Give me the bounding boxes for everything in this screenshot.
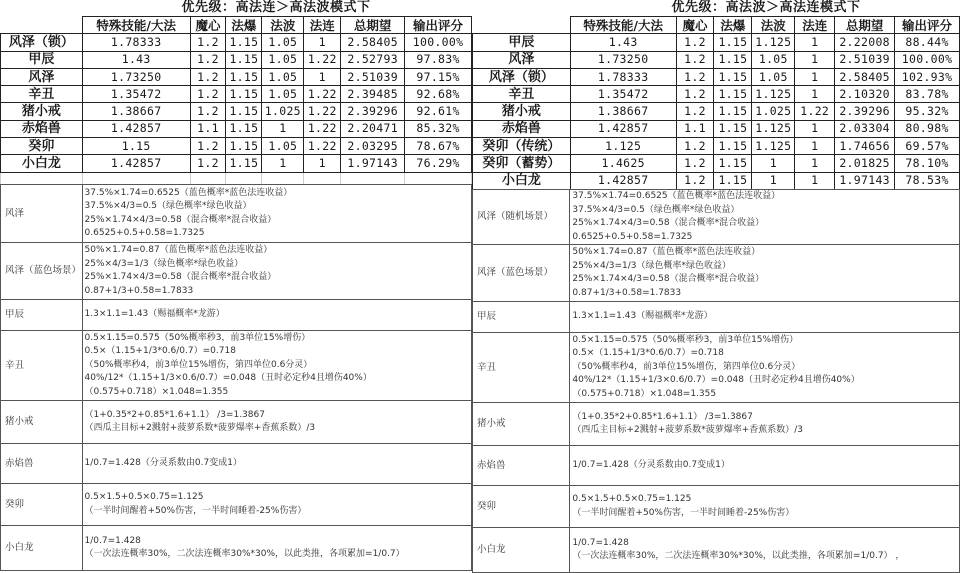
note-label: 风泽: [1, 185, 83, 243]
table-row: [473, 172, 960, 189]
column-header-output-score: 输出评分: [405, 17, 472, 34]
total-expectation-cell: 2.58405: [835, 68, 895, 85]
character-name-cell: 风泽: [1, 68, 83, 85]
special-skill-cell: 1.125: [570, 138, 676, 155]
fa-bao-cell: 1.15: [714, 68, 752, 85]
note-row: [473, 486, 960, 528]
special-skill-cell: 1.42857: [82, 155, 190, 172]
note-formula: [570, 190, 960, 245]
mo-xin-cell: 1.2: [190, 51, 226, 68]
right-notes-table: [472, 189, 960, 573]
note-formula: [82, 401, 471, 444]
total-expectation-cell: 1.97143: [341, 155, 405, 172]
note-row: [473, 302, 960, 333]
total-expectation-cell: 2.01825: [835, 155, 895, 172]
character-name-cell: 猪小戒: [1, 103, 83, 120]
formula-line: （0.575+0.718）×1.048=1.355: [84, 386, 229, 397]
total-expectation-cell: 2.52793: [341, 51, 405, 68]
fa-lian-cell: 1: [795, 68, 835, 85]
mo-xin-cell: 1.2: [190, 103, 226, 120]
formula-line: 37.5%×1.74=0.6525（蓝色概率*蓝色法连收益）: [572, 191, 781, 201]
formula-line: 0.87+1/3+0.58=1.7833: [84, 285, 194, 296]
character-name-cell: 小白龙: [473, 172, 571, 189]
fa-bao-cell: 1.15: [226, 155, 262, 172]
fa-bo-cell: 1: [752, 172, 795, 189]
formula-line: 40%/12*（1.15+1/3×0.6/0.7）=0.048（丑时必定秒4且增伤40%）: [84, 373, 372, 384]
fa-lian-cell: 1.22: [304, 51, 341, 68]
formula-line: （西瓜主目标+2溅射+菠萝系数*菠萝爆率+香蕉系数）/3: [572, 425, 804, 435]
note-label: 赤焰兽: [1, 444, 83, 484]
special-skill-cell: 1.35472: [82, 86, 190, 103]
total-expectation-cell: 1.97143: [835, 172, 895, 189]
note-formula: [82, 526, 471, 571]
left-score-table: [0, 16, 472, 185]
note-formula: [570, 403, 960, 446]
note-formula: [570, 486, 960, 528]
note-row: [473, 403, 960, 446]
formula-line: 25%×4/3=1/3（绿色概率*绿色收益）: [572, 260, 731, 271]
formula-line: 25%×1.74×4/3=0.58（混合概率*混合收益）: [572, 218, 765, 228]
column-header-fa-lian: 法连: [304, 17, 341, 34]
empty-cell: [1, 172, 83, 184]
formula-line: （一半时间醒着+50%伤害，一半时间睡着-25%伤害）: [572, 507, 795, 518]
formula-line: 0.6525+0.5+0.58=1.7325: [84, 228, 205, 238]
fa-lian-cell: 1: [304, 155, 341, 172]
note-formula: [570, 333, 960, 403]
special-skill-cell: 1.4625: [570, 155, 676, 172]
fa-bo-cell: 1.125: [752, 120, 795, 137]
mo-xin-cell: 1.2: [676, 86, 714, 103]
output-score-cell: 83.78%: [895, 86, 960, 103]
fa-lian-cell: 1.22: [304, 103, 341, 120]
fa-lian-cell: 1: [795, 120, 835, 137]
fa-bo-cell: 1.025: [262, 103, 304, 120]
note-label: 猪小戒: [473, 403, 570, 446]
table-row: [1, 34, 472, 51]
fa-bo-cell: 1.05: [262, 51, 304, 68]
special-skill-cell: 1.15: [82, 138, 190, 155]
mo-xin-cell: 1.2: [190, 68, 226, 85]
formula-line: 25%×1.74×4/3=0.58（混合概率*混合收益）: [572, 274, 765, 284]
output-score-cell: 78.10%: [895, 155, 960, 172]
table-row: [473, 120, 960, 137]
formula-line: （西瓜主目标+2溅射+菠萝系数*菠萝爆率+香蕉系数）/3: [84, 423, 316, 433]
special-skill-cell: 1.43: [570, 34, 676, 51]
mo-xin-cell: 1.2: [676, 103, 714, 120]
fa-bao-cell: 1.15: [714, 172, 752, 189]
note-row: [473, 333, 960, 403]
character-name-cell: 癸卯（蓄势）: [473, 155, 571, 172]
left-panel-high-chain-mode: [0, 0, 472, 570]
blank-row: [1, 172, 472, 184]
formula-line: 0.5×（1.15+1/3*0.6/0.7）=0.718: [572, 348, 724, 359]
total-expectation-cell: 2.39296: [835, 103, 895, 120]
note-label: 小白龙: [1, 526, 83, 571]
fa-bo-cell: 1.05: [262, 68, 304, 85]
character-name-cell: 赤焰兽: [473, 120, 571, 137]
table-row: [1, 68, 472, 85]
fa-bao-cell: 1.15: [226, 51, 262, 68]
fa-bo-cell: 1.05: [752, 51, 795, 68]
formula-line: 0.5×1.5+0.5×0.75=1.125: [84, 492, 204, 502]
note-label: 辛丑: [1, 331, 83, 401]
output-score-cell: 97.15%: [405, 68, 472, 85]
note-row: [1, 484, 472, 526]
table-row: [473, 51, 960, 68]
note-label: 风泽（随机场景）: [473, 190, 570, 245]
formula-line: （50%概率秒4，前3单位15%增伤，第四单位0.6分灵）: [84, 359, 313, 370]
total-expectation-cell: 2.39485: [341, 86, 405, 103]
note-row: [1, 300, 472, 331]
formula-line: 37.5%×4/3=0.5（绿色概率*绿色收益）: [572, 204, 740, 215]
mo-xin-cell: 1.2: [676, 172, 714, 189]
total-expectation-cell: 1.74656: [835, 138, 895, 155]
fa-bao-cell: 1.15: [714, 138, 752, 155]
fa-lian-cell: 1: [795, 155, 835, 172]
table-row: [1, 155, 472, 172]
empty-cell: [405, 172, 472, 184]
note-row: [1, 401, 472, 444]
formula-line: 37.5%×1.74=0.6525（蓝色概率*蓝色法连收益）: [84, 187, 293, 198]
note-label: 猪小戒: [1, 401, 83, 444]
table-row: [473, 103, 960, 120]
formula-line: （一半时间醒着+50%伤害，一半时间睡着-25%伤害）: [84, 505, 307, 516]
header-row: [1, 17, 472, 34]
note-row: [473, 190, 960, 245]
formula-line: （1+0.35*2+0.85*1.6+1.1） /3=1.3867: [572, 411, 753, 422]
right-score-table: [472, 16, 960, 190]
mo-xin-cell: 1.2: [190, 138, 226, 155]
output-score-cell: 95.32%: [895, 103, 960, 120]
character-name-cell: 癸卯（传统）: [473, 138, 571, 155]
fa-bo-cell: 1.05: [262, 86, 304, 103]
right-panel-high-wave-mode: [472, 0, 960, 570]
character-name-cell: 风泽: [473, 51, 571, 68]
formula-line: （1+0.35*2+0.85*1.6+1.1） /3=1.3867: [84, 409, 265, 420]
formula-line: 0.6525+0.5+0.58=1.7325: [572, 231, 693, 242]
note-formula: [82, 484, 471, 526]
formula-line: 0.87+1/3+0.58=1.7833: [572, 287, 682, 298]
mo-xin-cell: 1.2: [190, 34, 226, 51]
mo-xin-cell: 1.2: [676, 51, 714, 68]
formula-line: 0.5×1.15=0.575（50%概率秒3，前3单位15%增伤）: [572, 334, 799, 345]
note-label: 甲辰: [473, 302, 570, 333]
note-formula: [82, 444, 471, 484]
table-row: [1, 51, 472, 68]
fa-lian-cell: 1: [304, 34, 341, 51]
note-formula: [82, 185, 471, 243]
total-expectation-cell: 2.03304: [835, 120, 895, 137]
note-label: 癸卯: [473, 486, 570, 528]
mo-xin-cell: 1.2: [676, 34, 714, 51]
empty-cell: [226, 172, 262, 184]
character-name-cell: 癸卯: [1, 138, 83, 155]
column-header-fa-bao: 法爆: [226, 17, 262, 34]
total-expectation-cell: 2.03295: [341, 138, 405, 155]
fa-bo-cell: 1.05: [262, 34, 304, 51]
output-score-cell: 69.57%: [895, 138, 960, 155]
fa-bao-cell: 1.15: [714, 34, 752, 51]
fa-bao-cell: 1.15: [714, 86, 752, 103]
note-formula: [570, 528, 960, 573]
table-row: [473, 86, 960, 103]
fa-lian-cell: 1: [795, 138, 835, 155]
formula-line: （0.575+0.718）×1.048=1.355: [572, 388, 717, 399]
note-row: [473, 446, 960, 486]
fa-bao-cell: 1.15: [714, 120, 752, 137]
left-notes-table: [0, 184, 472, 571]
character-name-cell: 赤焰兽: [1, 120, 83, 137]
note-row: [473, 245, 960, 302]
fa-bao-cell: 1.15: [226, 68, 262, 85]
formula-line: 37.5%×4/3=0.5（绿色概率*绿色收益）: [84, 201, 252, 211]
fa-bao-cell: 1.15: [714, 103, 752, 120]
fa-lian-cell: 1: [795, 172, 835, 189]
formula-line: 1/0.7=1.428: [572, 537, 629, 548]
character-name-cell: 辛丑: [473, 86, 571, 103]
formula-line: （一次法连概率30%，二次法连概率30%*30%，以此类推，各项累加=1/0.7） ，: [572, 551, 905, 561]
special-skill-cell: 1.73250: [570, 51, 676, 68]
note-formula: [82, 243, 471, 300]
character-name-cell: 小白龙: [1, 155, 83, 172]
right-panel-title: 优先级：高法波＞高法连模式下: [671, 0, 861, 15]
fa-bao-cell: 1.15: [714, 51, 752, 68]
formula-line: 25%×1.74×4/3=0.58（混合概率*混合收益）: [84, 272, 277, 282]
fa-lian-cell: 1.22: [795, 103, 835, 120]
formula-line: 25%×4/3=1/3（绿色概率*绿色收益）: [84, 258, 244, 269]
special-skill-cell: 1.42857: [82, 120, 190, 137]
column-header-character-name: [1, 17, 83, 34]
column-header-total-expectation: 总期望: [341, 17, 405, 34]
output-score-cell: 78.53%: [895, 172, 960, 189]
note-row: [473, 528, 960, 573]
formula-line: 1/0.7=1.428（分灵系数由0.7变成1）: [84, 457, 242, 468]
fa-lian-cell: 1: [795, 51, 835, 68]
output-score-cell: 80.98%: [895, 120, 960, 137]
column-header-special-skill: 特殊技能/大法: [570, 17, 676, 34]
note-label: 癸卯: [1, 484, 83, 526]
fa-bao-cell: 1.15: [226, 86, 262, 103]
formula-line: （一次法连概率30%，二次法连概率30%*30%，以此类推，各项累加=1/0.7）: [84, 549, 405, 559]
fa-lian-cell: 1: [795, 34, 835, 51]
output-score-cell: 76.29%: [405, 155, 472, 172]
note-label: 甲辰: [1, 300, 83, 331]
output-score-cell: 92.68%: [405, 86, 472, 103]
total-expectation-cell: 2.51039: [835, 51, 895, 68]
mo-xin-cell: 1.1: [676, 120, 714, 137]
output-score-cell: 100.00%: [405, 34, 472, 51]
fa-bao-cell: 1.15: [226, 120, 262, 137]
character-name-cell: 甲辰: [473, 34, 571, 51]
fa-bo-cell: 1.05: [752, 68, 795, 85]
output-score-cell: 102.93%: [895, 68, 960, 85]
fa-lian-cell: 1: [304, 68, 341, 85]
formula-line: 50%×1.74=0.87（蓝色概率*蓝色法连收益）: [84, 245, 273, 255]
note-row: [1, 331, 472, 401]
note-row: [1, 444, 472, 484]
mo-xin-cell: 1.2: [676, 155, 714, 172]
empty-cell: [304, 172, 341, 184]
fa-bao-cell: 1.15: [226, 138, 262, 155]
total-expectation-cell: 2.10320: [835, 86, 895, 103]
character-name-cell: 风泽（锁）: [473, 68, 571, 85]
note-row: [1, 185, 472, 243]
table-row: [473, 68, 960, 85]
character-name-cell: 猪小戒: [473, 103, 571, 120]
column-header-output-score: 输出评分: [895, 17, 960, 34]
note-row: [1, 243, 472, 300]
column-header-total-expectation: 总期望: [835, 17, 895, 34]
note-formula: [570, 245, 960, 302]
mo-xin-cell: 1.1: [190, 120, 226, 137]
fa-bo-cell: 1.125: [752, 86, 795, 103]
fa-bo-cell: 1.025: [752, 103, 795, 120]
formula-line: 1/0.7=1.428（分灵系数由0.7变成1）: [572, 459, 730, 470]
fa-lian-cell: 1.22: [304, 120, 341, 137]
special-skill-cell: 1.42857: [570, 120, 676, 137]
special-skill-cell: 1.73250: [82, 68, 190, 85]
total-expectation-cell: 2.51039: [341, 68, 405, 85]
fa-bao-cell: 1.15: [714, 155, 752, 172]
note-label: 风泽（蓝色场景）: [473, 245, 570, 302]
empty-cell: [190, 172, 226, 184]
special-skill-cell: 1.78333: [570, 68, 676, 85]
output-score-cell: 78.67%: [405, 138, 472, 155]
left-panel-title: 优先级：高法连＞高法波模式下: [181, 0, 371, 15]
character-name-cell: 甲辰: [1, 51, 83, 68]
column-header-special-skill: 特殊技能/大法: [82, 17, 190, 34]
fa-lian-cell: 1: [795, 86, 835, 103]
fa-bo-cell: 1: [752, 155, 795, 172]
note-formula: [82, 331, 471, 401]
fa-lian-cell: 1.22: [304, 86, 341, 103]
fa-bo-cell: 1.125: [752, 138, 795, 155]
note-row: [1, 526, 472, 571]
table-row: [1, 120, 472, 137]
character-name-cell: 辛丑: [1, 86, 83, 103]
formula-line: 1.3×1.1=1.43（赐福概率*龙游）: [572, 311, 713, 322]
character-name-cell: 风泽（锁）: [1, 34, 83, 51]
table-row: [473, 155, 960, 172]
header-row: [473, 17, 960, 34]
output-score-cell: 88.44%: [895, 34, 960, 51]
table-row: [1, 103, 472, 120]
formula-line: 1.3×1.1=1.43（赐福概率*龙游）: [84, 309, 225, 320]
formula-line: 0.5×（1.15+1/3*0.6/0.7）=0.718: [84, 346, 236, 357]
table-row: [473, 138, 960, 155]
formula-line: 0.5×1.5+0.5×0.75=1.125: [572, 494, 692, 504]
table-row: [1, 138, 472, 155]
empty-cell: [341, 172, 405, 184]
empty-cell: [82, 172, 190, 184]
formula-line: 50%×1.74=0.87（蓝色概率*蓝色法连收益）: [572, 247, 761, 257]
formula-line: 0.5×1.15=0.575（50%概率秒3，前3单位15%增伤）: [84, 332, 311, 343]
special-skill-cell: 1.42857: [570, 172, 676, 189]
note-formula: [570, 446, 960, 486]
fa-bao-cell: 1.15: [226, 103, 262, 120]
formula-line: 1/0.7=1.428: [84, 535, 141, 546]
fa-bo-cell: 1: [262, 155, 304, 172]
total-expectation-cell: 2.58405: [341, 34, 405, 51]
output-score-cell: 85.32%: [405, 120, 472, 137]
mo-xin-cell: 1.2: [190, 86, 226, 103]
note-label: 风泽（蓝色场景）: [1, 243, 83, 300]
special-skill-cell: 1.38667: [82, 103, 190, 120]
formula-line: 40%/12*（1.15+1/3×0.6/0.7）=0.048（丑时必定秒4且增伤40%）: [572, 375, 860, 386]
note-label: 辛丑: [473, 333, 570, 403]
column-header-mo-xin: 魔心: [676, 17, 714, 34]
formula-line: 25%×1.74×4/3=0.58（混合概率*混合收益）: [84, 214, 277, 225]
total-expectation-cell: 2.22008: [835, 34, 895, 51]
total-expectation-cell: 2.20471: [341, 120, 405, 137]
note-label: 小白龙: [473, 528, 570, 573]
output-score-cell: 92.61%: [405, 103, 472, 120]
special-skill-cell: 1.43: [82, 51, 190, 68]
mo-xin-cell: 1.2: [676, 138, 714, 155]
note-formula: [82, 300, 471, 331]
fa-lian-cell: 1.22: [304, 138, 341, 155]
column-header-fa-bao: 法爆: [714, 17, 752, 34]
output-score-cell: 97.83%: [405, 51, 472, 68]
note-formula: [570, 302, 960, 333]
column-header-fa-bo: 法波: [262, 17, 304, 34]
note-label: 赤焰兽: [473, 446, 570, 486]
fa-bo-cell: 1.125: [752, 34, 795, 51]
column-header-fa-bo: 法波: [752, 17, 795, 34]
total-expectation-cell: 2.39296: [341, 103, 405, 120]
fa-bo-cell: 1.05: [262, 138, 304, 155]
column-header-fa-lian: 法连: [795, 17, 835, 34]
table-row: [1, 86, 472, 103]
column-header-mo-xin: 魔心: [190, 17, 226, 34]
fa-bao-cell: 1.15: [226, 34, 262, 51]
table-row: [473, 34, 960, 51]
column-header-character-name: [473, 17, 571, 34]
mo-xin-cell: 1.2: [676, 68, 714, 85]
mo-xin-cell: 1.2: [190, 155, 226, 172]
special-skill-cell: 1.38667: [570, 103, 676, 120]
special-skill-cell: 1.35472: [570, 86, 676, 103]
formula-line: （50%概率秒4，前3单位15%增伤，第四单位0.6分灵）: [572, 361, 801, 372]
fa-bo-cell: 1: [262, 120, 304, 137]
output-score-cell: 100.00%: [895, 51, 960, 68]
special-skill-cell: 1.78333: [82, 34, 190, 51]
empty-cell: [262, 172, 304, 184]
